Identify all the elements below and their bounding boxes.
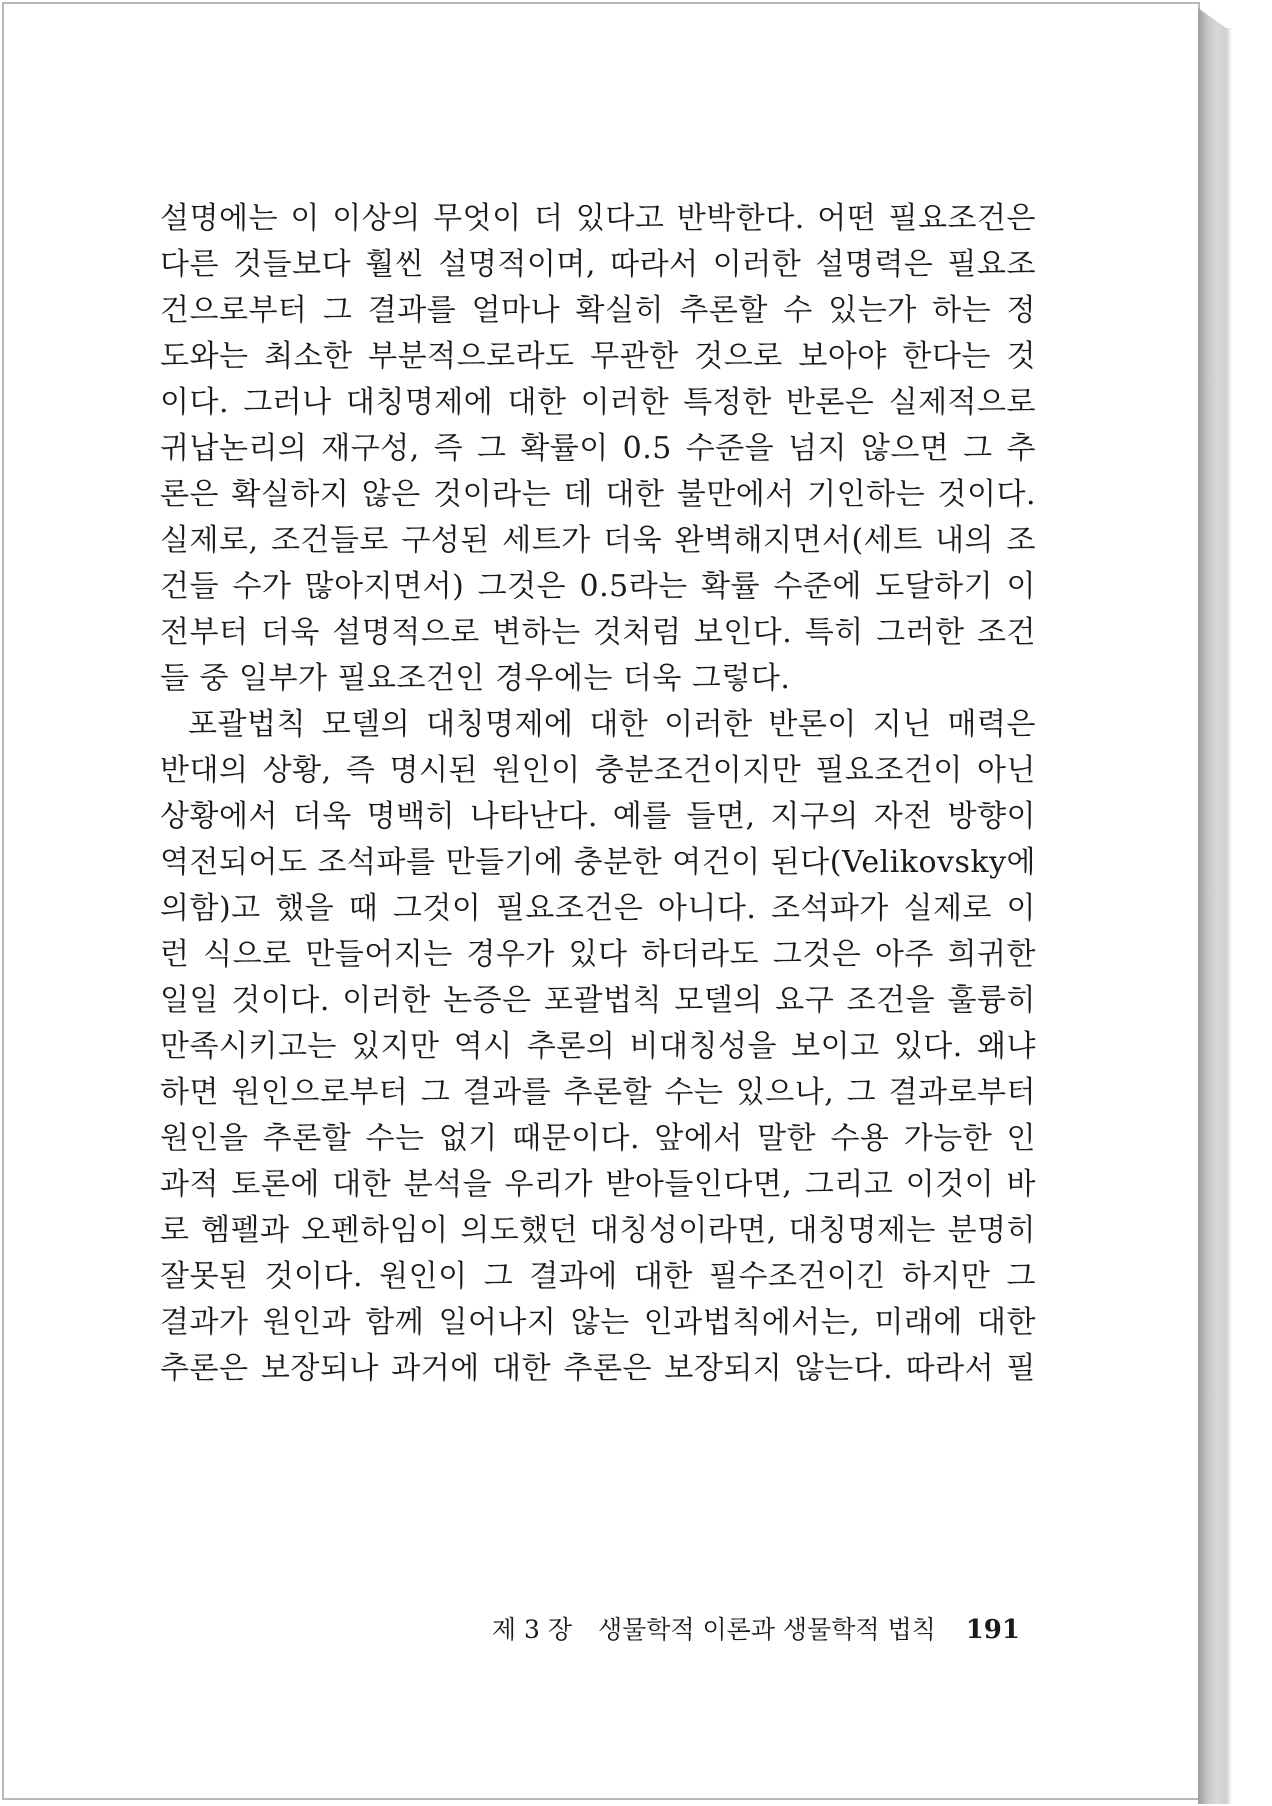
text-line: 전부터 더욱 설명적으로 변하는 것처럼 보인다. 특히 그러한 조건 <box>160 615 1036 650</box>
chapter-label: 제 3 장 <box>491 1615 573 1644</box>
text-line: 들 중 일부가 필요조건인 경우에는 더욱 그렇다. <box>160 661 791 696</box>
chapter-title: 생물학적 이론과 생물학적 법칙 <box>597 1615 936 1644</box>
text-line: 결과가 원인과 함께 일어나지 않는 인과법칙에서는, 미래에 대한 <box>160 1305 1036 1340</box>
text-line: 건으로부터 그 결과를 얼마나 확실히 추론할 수 있는가 하는 정 <box>160 293 1036 328</box>
text-line: 도와는 최소한 부분적으로라도 무관한 것으로 보아야 한다는 것 <box>160 339 1036 374</box>
page-stack-edge <box>1198 8 1226 1804</box>
text-line: 포괄법칙 모델의 대칭명제에 대한 이러한 반론이 지닌 매력은 <box>188 707 1036 742</box>
text-line: 설명에는 이 이상의 무엇이 더 있다고 반박한다. 어떤 필요조건은 <box>160 201 1036 236</box>
paragraph-1 <box>160 196 1036 702</box>
text-line: 실제로, 조건들로 구성된 세트가 더욱 완벽해지면서(세트 내의 조 <box>160 523 1036 558</box>
text-line: 론은 확실하지 않은 것이라는 데 대한 불만에서 기인하는 것이다. <box>160 477 1036 512</box>
text-line: 상황에서 더욱 명백히 나타난다. 예를 들면, 지구의 자전 방향이 <box>160 799 1036 834</box>
text-line: 과적 토론에 대한 분석을 우리가 받아들인다면, 그리고 이것이 바 <box>160 1167 1036 1202</box>
text-line: 반대의 상황, 즉 명시된 원인이 충분조건이지만 필요조건이 아닌 <box>160 753 1036 788</box>
text-line: 잘못된 것이다. 원인이 그 결과에 대한 필수조건이긴 하지만 그 <box>160 1259 1036 1294</box>
text-line: 다른 것들보다 훨씬 설명적이며, 따라서 이러한 설명력은 필요조 <box>160 247 1036 282</box>
text-line: 로 헴펠과 오펜하임이 의도했던 대칭성이라면, 대칭명제는 분명히 <box>160 1213 1036 1248</box>
page-edge-shadow <box>1226 28 1232 1804</box>
body-text <box>160 196 1036 1392</box>
paragraph-2 <box>160 702 1036 1392</box>
text-line: 원인을 추론할 수는 없기 때문이다. 앞에서 말한 수용 가능한 인 <box>160 1121 1036 1156</box>
text-line: 건들 수가 많아지면서) 그것은 0.5라는 확률 수준에 도달하기 이 <box>160 569 1036 604</box>
text-line: 추론은 보장되나 과거에 대한 추론은 보장되지 않는다. 따라서 필 <box>160 1351 1036 1386</box>
text-line: 역전되어도 조석파를 만들기에 충분한 여건이 된다(Velikovsky에 <box>160 845 1036 880</box>
text-line: 이다. 그러나 대칭명제에 대한 이러한 특정한 반론은 실제적으로 <box>160 385 1036 420</box>
running-footer <box>440 1610 1020 1646</box>
page-number: 191 <box>965 1615 1020 1645</box>
text-line: 일일 것이다. 이러한 논증은 포괄법칙 모델의 요구 조건을 훌륭히 <box>160 983 1036 1018</box>
text-line: 런 식으로 만들어지는 경우가 있다 하더라도 그것은 아주 희귀한 <box>160 937 1036 972</box>
text-line: 하면 원인으로부터 그 결과를 추론할 수는 있으나, 그 결과로부터 <box>160 1075 1036 1110</box>
text-line: 귀납논리의 재구성, 즉 그 확률이 0.5 수준을 넘지 않으면 그 추 <box>160 431 1036 466</box>
text-line: 의함)고 했을 때 그것이 필요조건은 아니다. 조석파가 실제로 이 <box>160 891 1036 926</box>
text-line: 만족시키고는 있지만 역시 추론의 비대칭성을 보이고 있다. 왜냐 <box>160 1029 1036 1064</box>
